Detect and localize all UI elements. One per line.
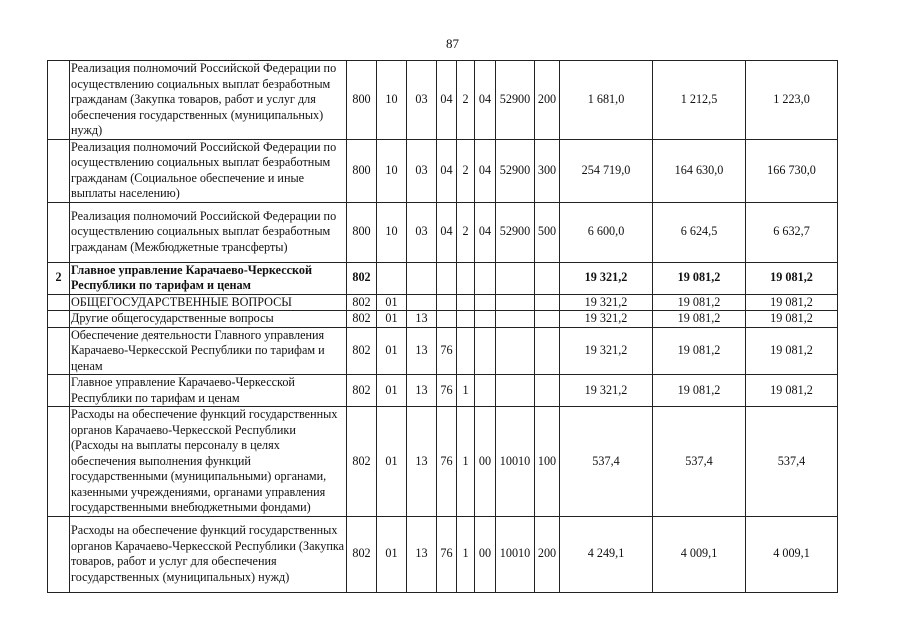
item-name-cell: Реализация полномочий Российской Федерации по осуществлению социальных выплат безработным гражданам (Закупка товаров, работ и услуг для обеспечения государственных (муниципальных) нужд) (70, 61, 347, 140)
expense-type-cell (535, 327, 560, 375)
amount-year3-cell: 6 632,7 (746, 202, 838, 262)
ministry-code-cell: 802 (347, 327, 377, 375)
direction-code-cell (496, 327, 535, 375)
row-number-cell (48, 327, 70, 375)
section-code-cell: 01 (377, 516, 407, 592)
subprogram-code-cell (457, 311, 475, 328)
subprogram-code-cell (457, 262, 475, 294)
subprogram-code-cell: 2 (457, 61, 475, 140)
direction-code-cell: 10010 (496, 516, 535, 592)
row-number-cell: 2 (48, 262, 70, 294)
amount-year2-cell: 6 624,5 (653, 202, 746, 262)
direction-code-cell: 10010 (496, 407, 535, 517)
table-row (48, 327, 838, 375)
section-code-cell: 10 (377, 139, 407, 202)
subprogram-code-cell (457, 294, 475, 311)
subsection-code-cell: 13 (407, 375, 437, 407)
expense-type-cell: 100 (535, 407, 560, 517)
expense-type-cell: 300 (535, 139, 560, 202)
amount-year3-cell: 166 730,0 (746, 139, 838, 202)
expense-type-cell: 500 (535, 202, 560, 262)
direction-code-cell: 52900 (496, 61, 535, 140)
expense-type-cell (535, 294, 560, 311)
subsection-code-cell: 13 (407, 516, 437, 592)
amount-year2-cell: 537,4 (653, 407, 746, 517)
section-code-cell: 01 (377, 407, 407, 517)
ministry-code-cell: 802 (347, 294, 377, 311)
amount-year1-cell: 1 681,0 (560, 61, 653, 140)
row-number-cell (48, 294, 70, 311)
ministry-code-cell: 802 (347, 262, 377, 294)
amount-year3-cell: 19 081,2 (746, 327, 838, 375)
amount-year1-cell: 254 719,0 (560, 139, 653, 202)
row-number-cell (48, 202, 70, 262)
amount-year1-cell: 19 321,2 (560, 311, 653, 328)
section-code-cell: 01 (377, 311, 407, 328)
activity-code-cell (475, 327, 496, 375)
item-name-cell: Главное управление Карачаево-Черкесской Республики по тарифам и ценам (70, 262, 347, 294)
subprogram-code-cell: 2 (457, 139, 475, 202)
table-row (48, 311, 838, 328)
section-code-cell: 01 (377, 375, 407, 407)
program-code-cell: 76 (437, 516, 457, 592)
subprogram-code-cell: 1 (457, 516, 475, 592)
amount-year3-cell: 1 223,0 (746, 61, 838, 140)
amount-year1-cell: 19 321,2 (560, 327, 653, 375)
subsection-code-cell: 03 (407, 139, 437, 202)
amount-year2-cell: 19 081,2 (653, 294, 746, 311)
item-name-cell: Обеспечение деятельности Главного управления Карачаево-Черкесской Республики по тарифам и ценам (70, 327, 347, 375)
item-name-cell: Реализация полномочий Российской Федерации по осуществлению социальных выплат безработным гражданам (Социальное обеспечение и иные выплаты населению) (70, 139, 347, 202)
subsection-code-cell: 13 (407, 311, 437, 328)
direction-code-cell: 52900 (496, 202, 535, 262)
activity-code-cell (475, 311, 496, 328)
amount-year3-cell: 537,4 (746, 407, 838, 517)
ministry-code-cell: 802 (347, 407, 377, 517)
item-name-cell: Расходы на обеспечение функций государственных органов Карачаево-Черкесской Республики (Закупка товаров, работ и услуг для обеспечения государственных (муниципальных) нужд) (70, 516, 347, 592)
direction-code-cell (496, 375, 535, 407)
ministry-code-cell: 802 (347, 311, 377, 328)
table-row (48, 262, 838, 294)
subsection-code-cell: 03 (407, 202, 437, 262)
expense-type-cell (535, 262, 560, 294)
program-code-cell: 04 (437, 139, 457, 202)
row-number-cell (48, 516, 70, 592)
amount-year1-cell: 4 249,1 (560, 516, 653, 592)
subprogram-code-cell (457, 327, 475, 375)
amount-year3-cell: 19 081,2 (746, 294, 838, 311)
ministry-code-cell: 800 (347, 139, 377, 202)
program-code-cell (437, 311, 457, 328)
direction-code-cell: 52900 (496, 139, 535, 202)
activity-code-cell (475, 294, 496, 311)
table-row (48, 202, 838, 262)
activity-code-cell: 00 (475, 407, 496, 517)
section-code-cell: 01 (377, 327, 407, 375)
expense-type-cell (535, 375, 560, 407)
ministry-code-cell: 800 (347, 61, 377, 140)
amount-year2-cell: 19 081,2 (653, 262, 746, 294)
amount-year2-cell: 164 630,0 (653, 139, 746, 202)
direction-code-cell (496, 294, 535, 311)
row-number-cell (48, 311, 70, 328)
table-row (48, 407, 838, 517)
amount-year3-cell: 19 081,2 (746, 375, 838, 407)
row-number-cell (48, 139, 70, 202)
section-code-cell: 01 (377, 294, 407, 311)
amount-year2-cell: 1 212,5 (653, 61, 746, 140)
table-row (48, 139, 838, 202)
expense-type-cell: 200 (535, 516, 560, 592)
activity-code-cell: 04 (475, 202, 496, 262)
amount-year1-cell: 19 321,2 (560, 262, 653, 294)
subprogram-code-cell: 1 (457, 407, 475, 517)
amount-year2-cell: 19 081,2 (653, 327, 746, 375)
ministry-code-cell: 802 (347, 375, 377, 407)
amount-year3-cell: 19 081,2 (746, 311, 838, 328)
table-row (48, 375, 838, 407)
subsection-code-cell (407, 294, 437, 311)
subsection-code-cell: 13 (407, 407, 437, 517)
subprogram-code-cell: 1 (457, 375, 475, 407)
item-name-cell: Другие общегосударственные вопросы (70, 311, 347, 328)
subsection-code-cell: 03 (407, 61, 437, 140)
item-name-cell: Реализация полномочий Российской Федерации по осуществлению социальных выплат безработным гражданам (Межбюджетные трансферты) (70, 202, 347, 262)
budget-table (47, 60, 838, 593)
item-name-cell: Расходы на обеспечение функций государственных органов Карачаево-Черкесской Республики (Расходы на выплаты персоналу в целях обеспечения выполнения функций государственными (муниципальными) органами, казенными учреждениями, органами управления государственными внебюджетными фондами) (70, 407, 347, 517)
program-code-cell: 76 (437, 375, 457, 407)
item-name-cell: ОБЩЕГОСУДАРСТВЕННЫЕ ВОПРОСЫ (70, 294, 347, 311)
activity-code-cell (475, 262, 496, 294)
program-code-cell: 76 (437, 327, 457, 375)
activity-code-cell: 04 (475, 139, 496, 202)
amount-year1-cell: 6 600,0 (560, 202, 653, 262)
row-number-cell (48, 407, 70, 517)
expense-type-cell: 200 (535, 61, 560, 140)
activity-code-cell (475, 375, 496, 407)
program-code-cell: 04 (437, 202, 457, 262)
amount-year1-cell: 19 321,2 (560, 375, 653, 407)
ministry-code-cell: 800 (347, 202, 377, 262)
section-code-cell (377, 262, 407, 294)
expense-type-cell (535, 311, 560, 328)
program-code-cell: 76 (437, 407, 457, 517)
table-row (48, 294, 838, 311)
direction-code-cell (496, 311, 535, 328)
activity-code-cell: 00 (475, 516, 496, 592)
page-number: 87 (446, 36, 459, 51)
amount-year2-cell: 19 081,2 (653, 375, 746, 407)
direction-code-cell (496, 262, 535, 294)
amount-year3-cell: 19 081,2 (746, 262, 838, 294)
table-row (48, 61, 838, 140)
program-code-cell (437, 294, 457, 311)
table-row (48, 516, 838, 592)
amount-year1-cell: 19 321,2 (560, 294, 653, 311)
row-number-cell (48, 375, 70, 407)
subsection-code-cell (407, 262, 437, 294)
amount-year2-cell: 19 081,2 (653, 311, 746, 328)
section-code-cell: 10 (377, 202, 407, 262)
program-code-cell (437, 262, 457, 294)
item-name-cell: Главное управление Карачаево-Черкесской Республики по тарифам и ценам (70, 375, 347, 407)
amount-year2-cell: 4 009,1 (653, 516, 746, 592)
subprogram-code-cell: 2 (457, 202, 475, 262)
section-code-cell: 10 (377, 61, 407, 140)
program-code-cell: 04 (437, 61, 457, 140)
ministry-code-cell: 802 (347, 516, 377, 592)
amount-year3-cell: 4 009,1 (746, 516, 838, 592)
activity-code-cell: 04 (475, 61, 496, 140)
subsection-code-cell: 13 (407, 327, 437, 375)
row-number-cell (48, 61, 70, 140)
amount-year1-cell: 537,4 (560, 407, 653, 517)
